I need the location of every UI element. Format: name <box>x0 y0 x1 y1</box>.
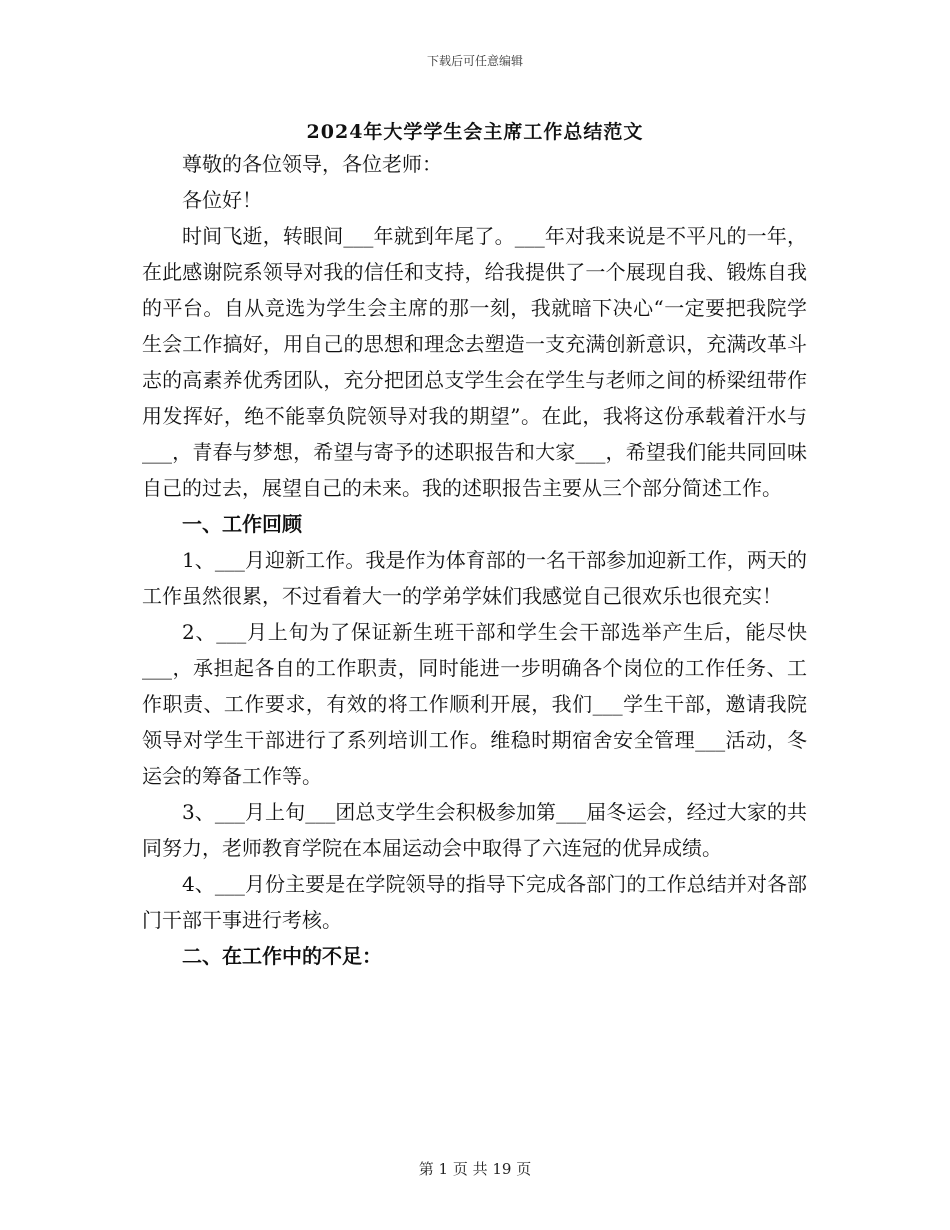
document-title: 2024年大学学生会主席工作总结范文 <box>306 121 644 143</box>
review-item-3: 3、___月上旬___团总支学生会积极参加第___届冬运会，经过大家的共同努力，老师教育学院在本届运动会中取得了六连冠的优异成绩。 <box>142 800 807 860</box>
review-item-2: 2、___月上旬为了保证新生班干部和学生会干部选举产生后，能尽快___，承担起各自的工作职责，同时能进一步明确各个岗位的工作任务、工作职责、工作要求，有效的将工作顺利开展，我们___学生干部，邀请我院领导对学生干部进行了系列培训工作。维稳时期宿舍安全管理___活动，冬运会的筹备工作等。 <box>142 620 807 788</box>
page-header-note: 下载后可任意编辑 <box>426 54 523 68</box>
salutation: 尊敬的各位领导，各位老师： <box>182 152 442 176</box>
intro-paragraph: 时间飞逝，转眼间___年就到年尾了。___年对我来说是不平凡的一年，在此感谢院系领导对我的信任和支持，给我提供了一个展现自我、锻炼自我的平台。自从竞选为学生会主席的那一刻，我就暗下决心“一定要把我院学生会工作搞好，用自己的思想和理念去塑造一支充满创新意识，充满改革斗志的高素养优秀团队，充分把团总支学生会在学生与老师之间的桥梁纽带作用发挥好，绝不能辜负院领导对我的期望”。在此，我将这份承载着汗水与___，青春与梦想，希望与寄予的述职报告和大家___，希望我们能共同回味自己的过去，展望自己的未来。我的述职报告主要从三个部分简述工作。 <box>142 224 807 500</box>
section-heading-shortcomings: 二、在工作中的不足： <box>182 944 382 968</box>
greeting: 各位好！ <box>182 188 262 212</box>
review-item-4: 4、___月份主要是在学院领导的指导下完成各部门的工作总结并对各部门干部干事进行考核。 <box>142 872 807 932</box>
review-item-1: 1、___月迎新工作。我是作为体育部的一名干部参加迎新工作，两天的工作虽然很累，不过看着大一的学弟学妹们我感觉自己很欢乐也很充实！ <box>142 548 807 608</box>
document-body <box>142 146 807 974</box>
page-number-footer: 第 1 页 共 19 页 <box>418 1160 532 1178</box>
section-heading-work-review: 一、工作回顾 <box>182 512 302 536</box>
